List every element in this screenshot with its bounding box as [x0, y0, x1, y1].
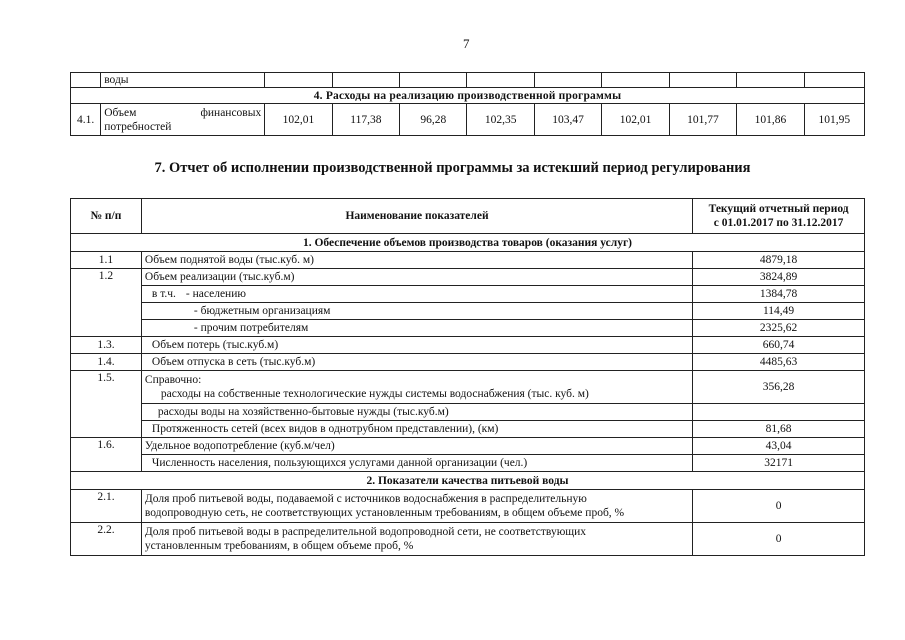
- row-value: [693, 404, 865, 421]
- row-name-line1: Справочно:: [144, 374, 202, 386]
- value-cell: 101,77: [669, 104, 736, 136]
- row-value: 32171: [693, 455, 865, 472]
- row-label: [101, 104, 265, 136]
- section-2-row: [71, 472, 865, 490]
- row-value: 43,04: [693, 438, 865, 455]
- row-name-line1: Доля проб питьевой воды в распределительной водопроводной сети, не соответствующих: [144, 526, 587, 538]
- header-period-line1: Текущий отчетный период: [708, 203, 849, 215]
- table-row: [71, 337, 865, 354]
- table-row: [71, 286, 865, 303]
- table-row: [71, 523, 865, 556]
- row-name-line2: расходы на собственные технологические нужды системы водоснабжения (тыс. куб. м): [160, 388, 589, 400]
- prev-row: [71, 73, 865, 88]
- row-name-line2: установленным требованиям, в общем объеме проб, %: [144, 540, 414, 552]
- row-value: 0: [693, 490, 865, 523]
- row-value: 81,68: [693, 421, 865, 438]
- row-name-text: - населению: [185, 288, 246, 300]
- row-name-line1: Доля проб питьевой воды, подаваемой с источников водоснабжения в распределительную: [144, 493, 587, 505]
- value-cell: 102,01: [602, 104, 669, 136]
- row-value: 3824,89: [693, 269, 865, 286]
- section-4-row: [71, 88, 865, 104]
- row-value: 4485,63: [693, 354, 865, 371]
- section-2-title: 2. Показатели качества питьевой воды: [71, 472, 865, 490]
- row-name: Объем реализации (тыс.куб.м): [141, 269, 692, 286]
- row-label-part2: финансовых: [200, 106, 262, 119]
- row-number: 2.1.: [71, 490, 142, 523]
- page-number: 7: [463, 36, 470, 51]
- row-value: 356,28: [693, 371, 865, 404]
- row-name: [141, 371, 692, 404]
- row-name: расходы воды на хозяйственно-бытовые нужды (тыс.куб.м): [141, 404, 692, 421]
- value-cell: 96,28: [400, 104, 467, 136]
- row-name-line2: водопроводную сеть, не соответствующих установленным требованиям, в общем объеме проб, %: [144, 507, 625, 519]
- row-number: 1.5.: [71, 371, 142, 438]
- row-name: [141, 286, 692, 303]
- table-row: [71, 269, 865, 286]
- row-value: 1384,78: [693, 286, 865, 303]
- row-name: - прочим потребителям: [141, 320, 692, 337]
- value-cell: 117,38: [332, 104, 399, 136]
- row-value: 660,74: [693, 337, 865, 354]
- header-num: № п/п: [71, 199, 142, 234]
- table-row: [71, 354, 865, 371]
- table-row: [71, 303, 865, 320]
- row-name: [141, 490, 692, 523]
- section-1-row: [71, 234, 865, 252]
- section-7-heading: 7. Отчет об исполнении производственной программы за истекший период регулирования: [154, 160, 751, 176]
- row-number: 1.6.: [71, 438, 142, 472]
- top-table: [70, 72, 865, 136]
- header-period: [693, 199, 865, 234]
- row-number: 1.2: [71, 269, 142, 337]
- header-period-line2: с 01.01.2017 по 31.12.2017: [713, 217, 844, 229]
- header-row: [71, 199, 865, 234]
- row-value: 4879,18: [693, 252, 865, 269]
- value-cell: 101,86: [737, 104, 804, 136]
- row-value: 0: [693, 523, 865, 556]
- row-number: 1.1: [71, 252, 142, 269]
- table-row: [71, 404, 865, 421]
- table-row: [71, 371, 865, 404]
- row-name: Объем поднятой воды (тыс.куб. м): [141, 252, 692, 269]
- report-table: [70, 198, 865, 556]
- row-number: 4.1.: [71, 104, 101, 136]
- row-label-part1: Объем: [104, 106, 137, 119]
- row-name: Объем отпуска в сеть (тыс.куб.м): [141, 354, 692, 371]
- table-row: [71, 490, 865, 523]
- row-number: 1.3.: [71, 337, 142, 354]
- row-name: Протяженность сетей (всех видов в однотрубном представлении), (км): [141, 421, 692, 438]
- row-name: Численность населения, пользующихся услугами данной организации (чел.): [141, 455, 692, 472]
- prev-row-label: воды: [101, 73, 265, 88]
- row-label-part3: потребностей: [104, 120, 172, 133]
- row-name: Удельное водопотребление (куб.м/чел): [141, 438, 692, 455]
- row-name-prefix: в т.ч.: [151, 288, 176, 300]
- section-1-title: 1. Обеспечение объемов производства товаров (оказания услуг): [71, 234, 865, 252]
- row-name: [141, 523, 692, 556]
- value-cell: 103,47: [534, 104, 601, 136]
- table-row: [71, 252, 865, 269]
- value-cell: 102,35: [467, 104, 534, 136]
- table-row: [71, 421, 865, 438]
- table-row: [71, 455, 865, 472]
- row-4-1: [71, 104, 865, 136]
- row-value: 114,49: [693, 303, 865, 320]
- row-name: - бюджетным организациям: [141, 303, 692, 320]
- value-cell: 101,95: [804, 104, 864, 136]
- table-row: [71, 320, 865, 337]
- section-4-title: 4. Расходы на реализацию производственной программы: [71, 88, 865, 104]
- table-row: [71, 438, 865, 455]
- row-number: 2.2.: [71, 523, 142, 556]
- header-name: Наименование показателей: [141, 199, 692, 234]
- row-number: 1.4.: [71, 354, 142, 371]
- value-cell: 102,01: [265, 104, 332, 136]
- row-name: Объем потерь (тыс.куб.м): [141, 337, 692, 354]
- row-value: 2325,62: [693, 320, 865, 337]
